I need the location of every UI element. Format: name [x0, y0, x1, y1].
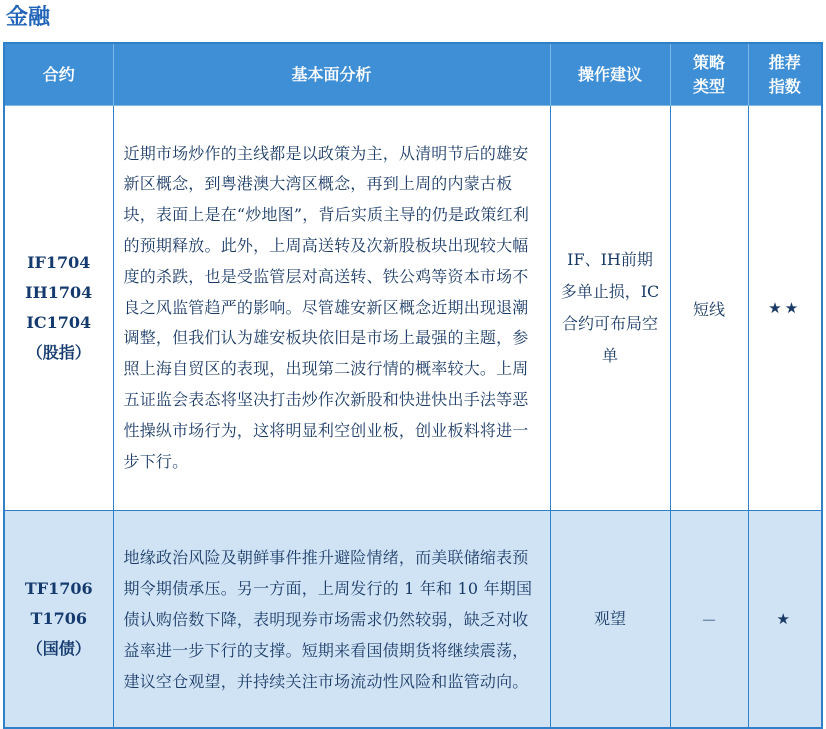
- header-advice: 操作建议: [550, 43, 670, 106]
- table-row: [4, 511, 822, 729]
- contract-cell: [4, 511, 113, 729]
- table-row: [4, 106, 822, 511]
- rating-stars: ★★: [748, 106, 822, 511]
- strategy-cell: 短线: [670, 106, 748, 511]
- recommendation-table: [3, 42, 823, 729]
- contract-code: T1706: [30, 609, 87, 628]
- header-rating: [748, 43, 822, 106]
- section-title: 金融: [6, 5, 51, 30]
- header-strategy-line2: 类型: [692, 76, 725, 96]
- contract-code: IF1704: [27, 253, 91, 272]
- analysis-cell: 地缘政治风险及朝鲜事件推升避险情绪，而美联储缩表预期令期债承压。另一方面，上周发行的 1 年和 10 年期国债认购倍数下降，表明现券市场需求仍然较弱，缺乏对收益率进一步下行的支撑。短期来看国债期货将继续震荡，建议空仓观望，并持续关注市场流动性风险和监管动向。: [113, 511, 550, 729]
- table-header-row: [4, 43, 822, 106]
- header-contract: 合约: [4, 43, 113, 106]
- contract-category: （股指）: [26, 343, 91, 362]
- header-analysis: 基本面分析: [113, 43, 550, 106]
- analysis-cell: 近期市场炒作的主线都是以政策为主，从清明节后的雄安新区概念，到粤港澳大湾区概念，再到上周的内蒙古板块，表面上是在“炒地图”，背后实质主导的仍是政策红利的预期释放。此外，上周高送转及次新股板块出现较大幅度的杀跌，也是受监管层对高送转、铁公鸡等资本市场不良之风监管趋严的影响。尽管雄安新区概念近期出现退潮调整，但我们认为雄安板块依旧是市场上最强的主题，参照上海自贸区的表现，出现第二波行情的概率较大。上周五证监会表态将坚决打击炒作次新股和快进快出手法等恶性操纵市场行为，这将明显利空创业板，创业板料将进一步下行。: [113, 106, 550, 511]
- contract-cell: [4, 106, 113, 511]
- contract-code: TF1706: [24, 579, 93, 598]
- contract-category: （国债）: [26, 639, 91, 658]
- contract-code: IC1704: [26, 313, 92, 332]
- advice-cell: 观望: [550, 511, 670, 729]
- contract-code: IH1704: [25, 283, 93, 302]
- advice-cell: IF、IH前期多单止损，IC合约可布局空单: [550, 106, 670, 511]
- header-rating-line1: 推荐: [768, 52, 801, 72]
- header-rating-line2: 指数: [768, 76, 801, 96]
- header-strategy: [670, 43, 748, 106]
- rating-stars: ★: [748, 511, 822, 729]
- strategy-cell: －: [670, 511, 748, 729]
- header-strategy-line1: 策略: [692, 52, 725, 72]
